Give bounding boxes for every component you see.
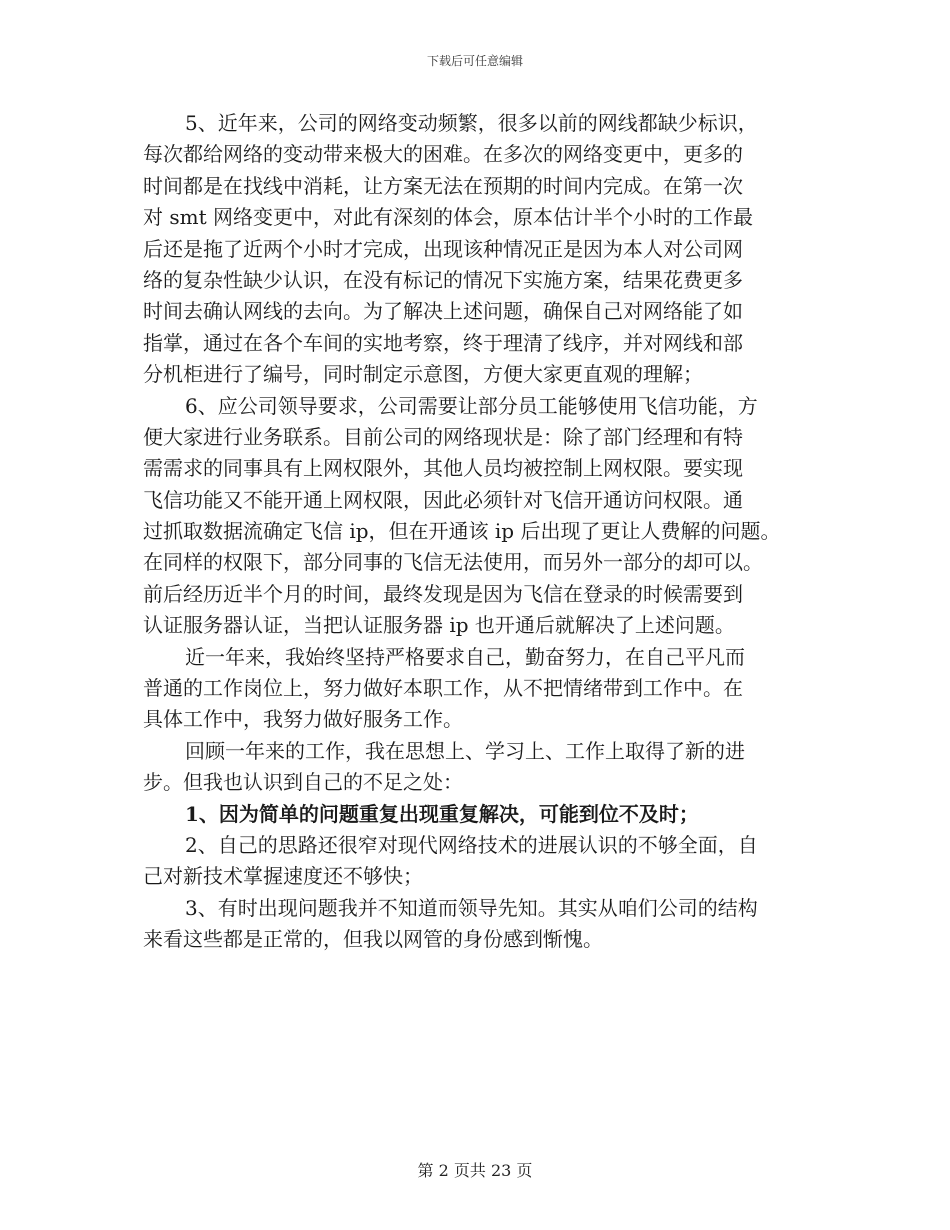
text-line: 指掌，通过在各个车间的实地考察，终于理清了线序，并对网线和部 [143,330,743,355]
text-line: 己对新技术掌握速度还不够快； [143,864,423,889]
text-line: 5、近年来，公司的网络变动频繁，很多以前的网线都缺少标识， [185,111,758,135]
text-line: 需需求的同事具有上网权限外，其他人员均被控制上网权限。要实现 [143,456,743,481]
bold-text-line: 1、因为简单的问题重复出现重复解决，可能到位不及时； [185,801,699,826]
text-line: 6、应公司领导要求，公司需要让部分员工能够使用飞信功能，方 [185,393,758,418]
text-line: 2、自己的思路还很窄对现代网络技术的进展认识的不够全面，自 [185,832,758,857]
text-line: 认证服务器认证，当把认证服务器 ip 也开通后就解决了上述问题。 [143,613,735,638]
text-line: 时间去确认网线的去向。为了解决上述问题，确保自己对网络能了如 [143,299,743,324]
text-line: 时间都是在找线中消耗，让方案无法在预期的时间内完成。在第一次 [143,173,743,198]
text-line: 过抓取数据流确定飞信 ip，但在开通该 ip 后出现了更让人费解的问题。 [143,519,781,544]
text-line: 3、有时出现问题我并不知道而领导先知。其实从咱们公司的结构 [185,895,758,920]
text-line: 步。但我也认识到自己的不足之处： [143,770,463,795]
text-line: 前后经历近半个月的时间，最终发现是因为飞信在登录的时候需要到 [143,581,743,606]
text-line: 近一年来，我始终坚持严格要求自己，勤奋努力，在自己平凡而 [185,644,745,669]
text-line: 回顾一年来的工作，我在思想上、学习上、工作上取得了新的进 [185,738,745,763]
text-line: 飞信功能又不能开通上网权限，因此必须针对飞信开通访问权限。通 [143,487,743,512]
text-line: 来看这些都是正常的，但我以网管的身份感到惭愧。 [143,927,603,952]
text-line: 每次都给网络的变动带来极大的困难。在多次的网络变更中，更多的 [143,142,743,167]
text-line: 普通的工作岗位上，努力做好本职工作，从不把情绪带到工作中。在 [143,676,743,701]
text-line: 分机柜进行了编号，同时制定示意图，方便大家更直观的理解； [143,362,703,387]
text-line: 络的复杂性缺少认识，在没有标记的情况下实施方案，结果花费更多 [143,267,743,292]
document-body [143,108,813,956]
text-line: 在同样的权限下，部分同事的飞信无法使用，而另外一部分的却可以。 [143,550,763,575]
page-header: 下载后可任意编辑 [426,54,523,68]
text-line: 具体工作中，我努力做好服务工作。 [143,707,463,732]
text-line: 便大家进行业务联系。目前公司的网络现状是：除了部门经理和有特 [143,424,743,449]
page-footer: 第 2 页共 23 页 [417,1161,533,1180]
text-line: 后还是拖了近两个小时才完成，出现该种情况正是因为本人对公司网 [143,236,743,261]
text-line: 对 smt 网络变更中，对此有深刻的体会，原本估计半个小时的工作最 [143,205,753,230]
